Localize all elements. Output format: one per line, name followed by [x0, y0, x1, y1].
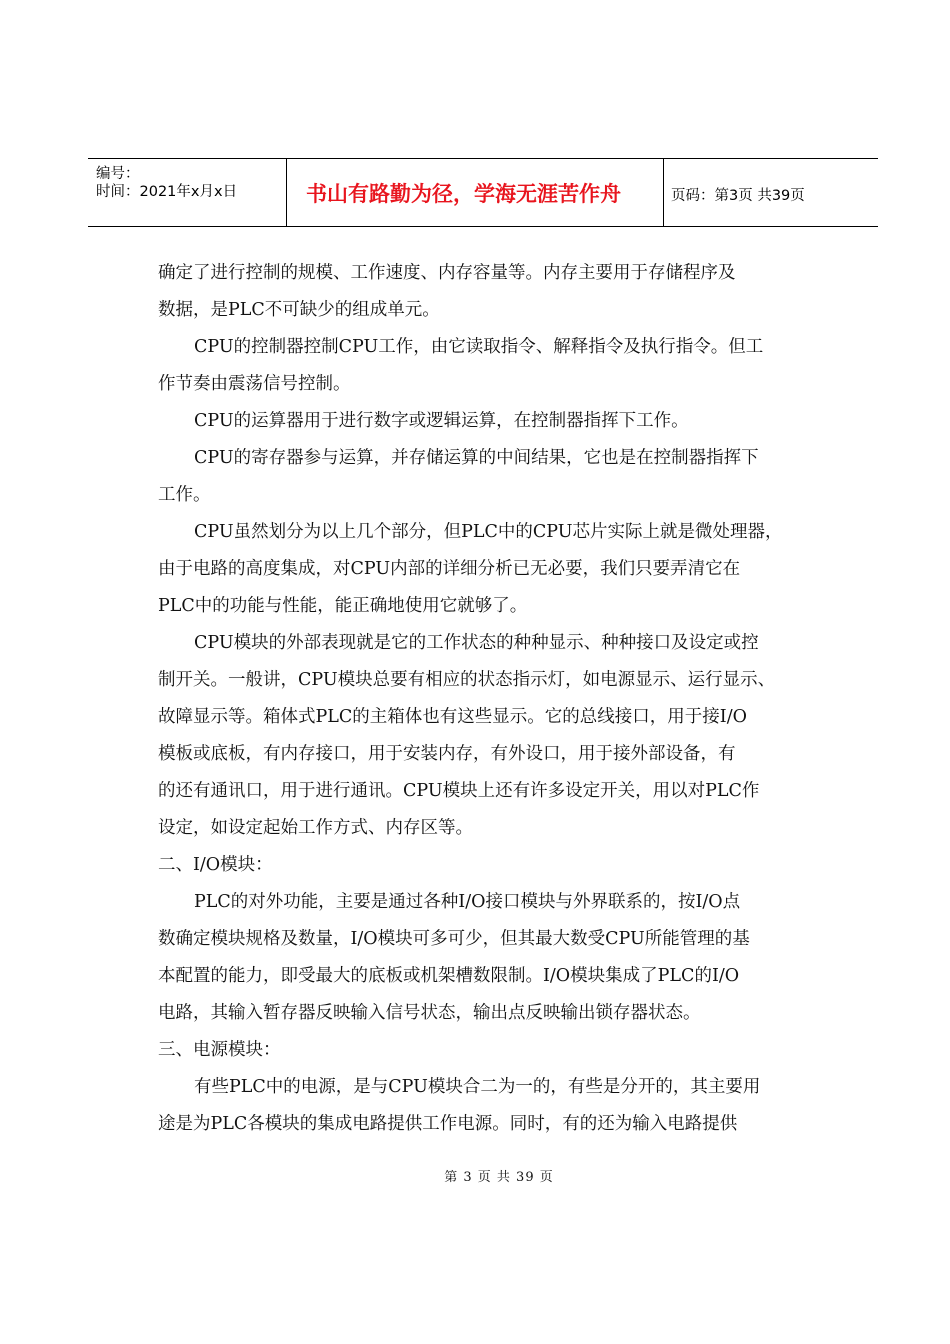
- body-line: CPU的运算器用于进行数字或逻辑运算，在控制器指挥下工作。: [194, 411, 689, 431]
- document-body: [158, 255, 830, 1143]
- body-line: 的还有通讯口，用于进行通讯。CPU模块上还有许多设定开关，用以对PLC作: [158, 781, 760, 801]
- body-line: PLC中的功能与性能，能正确地使用它就够了。: [158, 596, 528, 616]
- body-line: CPU虽然划分为以上几个部分，但PLC中的CPU芯片实际上就是微处理器，: [194, 522, 783, 542]
- body-line: 设定，如设定起始工作方式、内存区等。: [158, 818, 473, 838]
- body-line: CPU的寄存器参与运算，并存储运算的中间结果，它也是在控制器指挥下: [194, 448, 759, 468]
- body-line: 本配置的能力，即受最大的底板或机架槽数限制。I/O模块集成了PLC的I/O: [158, 966, 740, 986]
- body-line: 数确定模块规格及数量，I/O模块可多可少，但其最大数受CPU所能管理的基: [158, 929, 750, 949]
- body-line: CPU模块的外部表现就是它的工作状态的种种显示、种种接口及设定或控: [194, 633, 759, 653]
- body-line: 数据，是PLC不可缺少的组成单元。: [158, 300, 440, 320]
- header-bottom-rule: [88, 226, 878, 227]
- body-line: 故障显示等。箱体式PLC的主箱体也有这些显示。它的总线接口，用于接I/O: [158, 707, 747, 727]
- page-footer: 第 3 页 共 39 页: [444, 1170, 554, 1185]
- body-line: 途是为PLC各模块的集成电路提供工作电源。同时，有的还为输入电路提供: [158, 1114, 738, 1134]
- header-divider-left: [286, 159, 287, 226]
- body-line: 作节奏由震荡信号控制。: [158, 374, 351, 394]
- document-number-label: 编号：: [96, 166, 140, 182]
- header-motto: 书山有路勤为径，学海无涯苦作舟: [306, 182, 621, 206]
- body-line: 由于电路的高度集成，对CPU内部的详细分析已无必要，我们只要弄清它在: [158, 559, 741, 579]
- body-line: CPU的控制器控制CPU工作，由它读取指令、解释指令及执行指令。但工: [194, 337, 764, 357]
- header-top-rule: [88, 158, 878, 159]
- section-heading: 二、I/O模块：: [158, 855, 273, 875]
- body-line: 制开关。一般讲，CPU模块总要有相应的状态指示灯，如电源显示、运行显示、: [158, 670, 776, 690]
- body-line: 确定了进行控制的规模、工作速度、内存容量等。内存主要用于存储程序及: [158, 263, 736, 283]
- document-time-label: 时间：2021年x月x日: [96, 184, 238, 200]
- body-line: 电路，其输入暂存器反映输入信号状态，输出点反映输出锁存器状态。: [158, 1003, 701, 1023]
- header-page-label: 页码：第3页 共39页: [671, 188, 805, 204]
- body-line: 工作。: [158, 485, 211, 505]
- header-divider-right: [663, 159, 664, 226]
- section-heading: 三、电源模块：: [158, 1040, 281, 1060]
- body-line: 模板或底板，有内存接口，用于安装内存，有外设口，用于接外部设备，有: [158, 744, 736, 764]
- body-line: PLC的对外功能，主要是通过各种I/O接口模块与外界联系的，按I/O点: [194, 892, 741, 912]
- body-line: 有些PLC中的电源，是与CPU模块合二为一的，有些是分开的，其主要用: [194, 1077, 761, 1097]
